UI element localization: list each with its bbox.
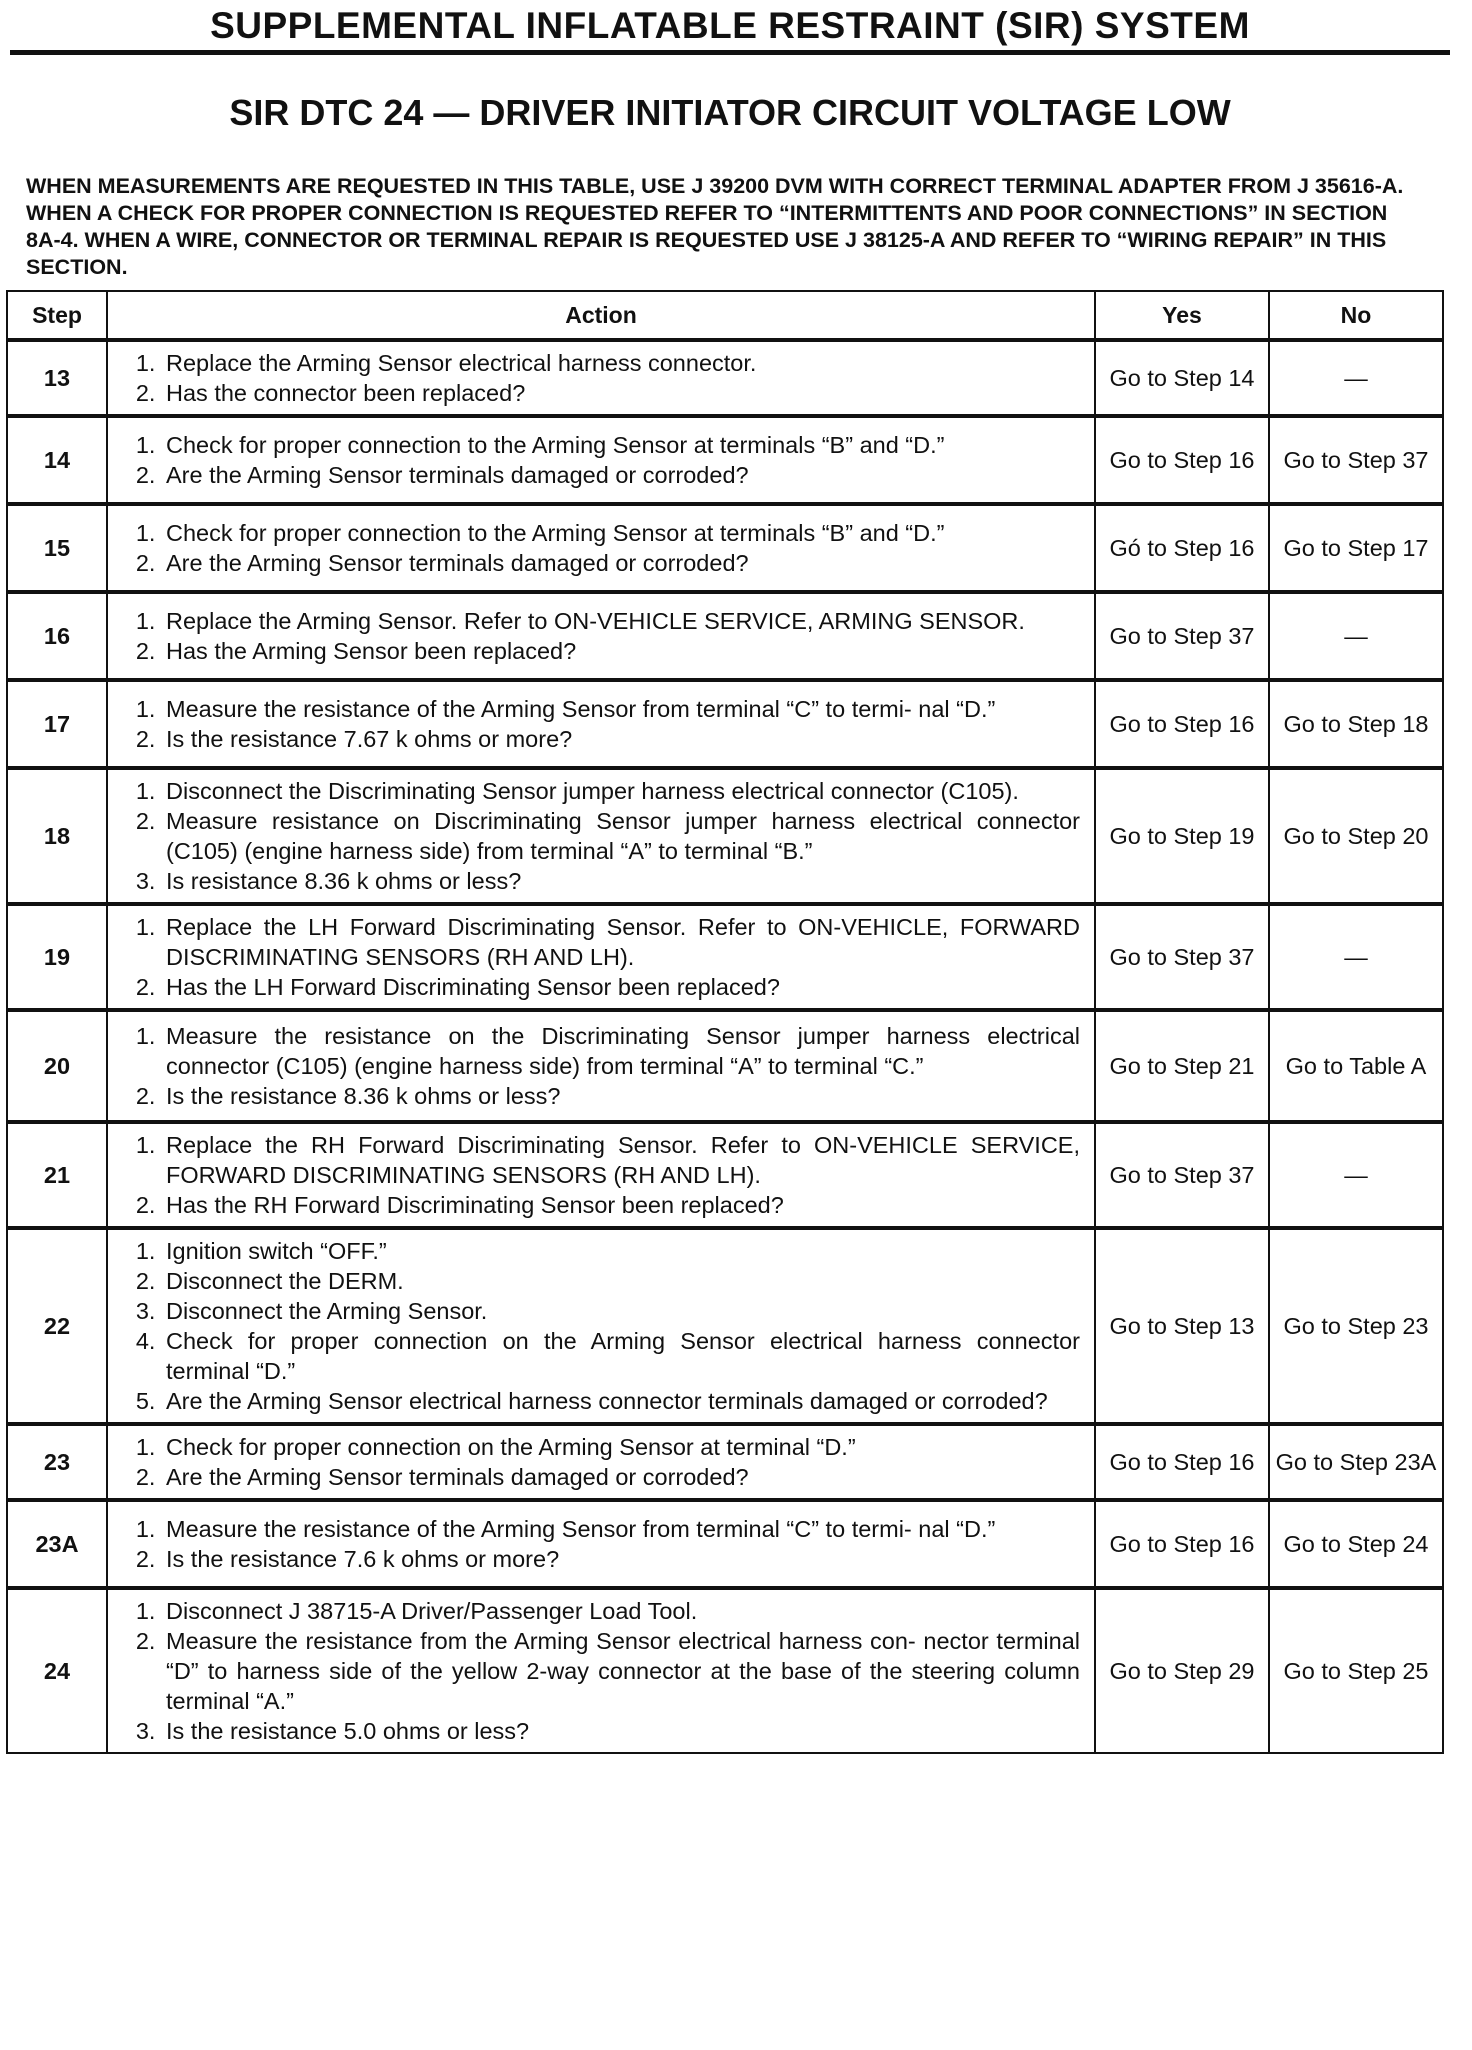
no-result-text: —: [1344, 944, 1368, 970]
no-result-text: Go to Step 17: [1283, 535, 1429, 561]
yes-result: [1095, 504, 1269, 592]
yes-result-text: Gó to Step 16: [1109, 535, 1255, 561]
no-result: [1269, 416, 1443, 504]
yes-result-text: Go to Step 16: [1109, 447, 1255, 473]
yes-result-text: Go to Step 19: [1109, 823, 1255, 849]
no-result-text: Go to Step 24: [1283, 1531, 1429, 1557]
no-result: [1269, 1228, 1443, 1424]
column-header-action: Action: [107, 291, 1095, 340]
no-result: [1269, 1122, 1443, 1228]
action-item: 1. Ignition switch “OFF.”: [162, 1236, 1080, 1266]
header-rule: [10, 50, 1450, 55]
action-list: [108, 1230, 1094, 1422]
table-row: [7, 1500, 1443, 1588]
action-item: 1. Replace the RH Forward Discriminating Sensor. Refer to ON-VEHICLE SERVICE, FORWARD DISCRIMINATING SENSORS (RH AND LH).: [162, 1130, 1080, 1190]
no-result: [1269, 1500, 1443, 1588]
action-item: 2. Is the resistance 7.6 k ohms or more?: [162, 1544, 1080, 1574]
action-cell: [107, 340, 1095, 416]
action-item: 2. Disconnect the DERM.: [162, 1266, 1080, 1296]
yes-result: [1095, 768, 1269, 904]
action-cell: [107, 1228, 1095, 1424]
no-result: [1269, 680, 1443, 768]
no-result-text: Go to Step 18: [1283, 711, 1429, 737]
action-item: 2. Are the Arming Sensor terminals damaged or corroded?: [162, 548, 1080, 578]
yes-result-text: Go to Step 13: [1109, 1313, 1255, 1339]
action-item: 1. Check for proper connection to the Arming Sensor at terminals “B” and “D.”: [162, 430, 1080, 460]
action-cell: [107, 768, 1095, 904]
step-number: 24: [7, 1588, 107, 1753]
yes-result: [1095, 416, 1269, 504]
action-list: [108, 770, 1094, 902]
step-number: 23: [7, 1424, 107, 1500]
action-list: [108, 688, 1094, 760]
action-list: [108, 906, 1094, 1008]
no-result-text: Go to Step 23A: [1275, 1449, 1437, 1475]
table-row: [7, 340, 1443, 416]
action-item: 2. Measure the resistance from the Arming Sensor electrical harness con- nector terminal “D” to harness side of the yellow 2-way connector at the base of the steering column terminal “A.”: [162, 1626, 1080, 1716]
table-row: [7, 592, 1443, 680]
action-list: [108, 600, 1094, 672]
action-item: 1. Replace the Arming Sensor electrical harness connector.: [162, 348, 1080, 378]
action-item: 2. Are the Arming Sensor terminals damaged or corroded?: [162, 460, 1080, 490]
action-list: [108, 1426, 1094, 1498]
column-header-no: No: [1269, 291, 1443, 340]
yes-result: [1095, 340, 1269, 416]
step-number: 22: [7, 1228, 107, 1424]
action-list: [108, 1590, 1094, 1752]
no-result: [1269, 768, 1443, 904]
yes-result-text: Go to Step 16: [1109, 711, 1255, 737]
action-item: 3. Is the resistance 5.0 ohms or less?: [162, 1716, 1080, 1746]
step-number: 20: [7, 1010, 107, 1122]
column-header-step: Step: [7, 291, 107, 340]
action-cell: [107, 504, 1095, 592]
dtc-title: SIR DTC 24 — DRIVER INITIATOR CIRCUIT VOLTAGE LOW: [229, 92, 1231, 133]
table-header-row: [7, 291, 1443, 340]
action-cell: [107, 592, 1095, 680]
table-body: [7, 340, 1443, 1753]
no-result: [1269, 904, 1443, 1010]
yes-result-text: Go to Step 37: [1109, 1162, 1255, 1188]
table-row: [7, 416, 1443, 504]
action-cell: [107, 1424, 1095, 1500]
action-list: [108, 342, 1094, 414]
table-row: [7, 1424, 1443, 1500]
no-result-text: —: [1344, 365, 1368, 391]
section-title: SUPPLEMENTAL INFLATABLE RESTRAINT (SIR) SYSTEM: [210, 5, 1250, 46]
table-row: [7, 504, 1443, 592]
action-list: [108, 1508, 1094, 1580]
action-item: 5. Are the Arming Sensor electrical harness connector terminals damaged or corroded?: [162, 1386, 1080, 1416]
table-row: [7, 1228, 1443, 1424]
action-item: 1. Disconnect the Discriminating Sensor jumper harness electrical connector (C105).: [162, 776, 1080, 806]
action-item: 3. Disconnect the Arming Sensor.: [162, 1296, 1080, 1326]
yes-result-text: Go to Step 14: [1109, 365, 1255, 391]
no-result-text: Go to Step 20: [1283, 823, 1429, 849]
step-number: 23A: [7, 1500, 107, 1588]
action-item: 2. Has the connector been replaced?: [162, 378, 1080, 408]
action-item: 1. Replace the Arming Sensor. Refer to ON-VEHICLE SERVICE, ARMING SENSOR.: [162, 606, 1080, 636]
action-item: 2. Has the RH Forward Discriminating Sensor been replaced?: [162, 1190, 1080, 1220]
no-result-text: Go to Step 23: [1283, 1313, 1429, 1339]
action-list: [108, 1015, 1094, 1117]
yes-result-text: Go to Step 29: [1109, 1658, 1255, 1684]
action-list: [108, 512, 1094, 584]
step-number: 17: [7, 680, 107, 768]
yes-result-text: Go to Step 21: [1109, 1053, 1255, 1079]
action-list: [108, 1124, 1094, 1226]
column-header-yes: Yes: [1095, 291, 1269, 340]
action-item: 1. Disconnect J 38715-A Driver/Passenger Load Tool.: [162, 1596, 1080, 1626]
yes-result-text: Go to Step 16: [1109, 1531, 1255, 1557]
action-cell: [107, 416, 1095, 504]
action-item: 3. Is resistance 8.36 k ohms or less?: [162, 866, 1080, 896]
table-row: [7, 1010, 1443, 1122]
action-cell: [107, 1122, 1095, 1228]
yes-result-text: Go to Step 16: [1109, 1449, 1255, 1475]
action-item: 1. Measure the resistance on the Discriminating Sensor jumper harness electrical connector (C105) (engine harness side) from terminal “A” to terminal “C.”: [162, 1021, 1080, 1081]
action-item: 1. Measure the resistance of the Arming Sensor from terminal “C” to termi- nal “D.”: [162, 1514, 1080, 1544]
no-result-text: —: [1344, 623, 1368, 649]
no-result: [1269, 1010, 1443, 1122]
no-result: [1269, 592, 1443, 680]
no-result-text: —: [1344, 1162, 1368, 1188]
table-row: [7, 1588, 1443, 1753]
action-item: 4. Check for proper connection on the Arming Sensor electrical harness connector terminal “D.”: [162, 1326, 1080, 1386]
step-number: 16: [7, 592, 107, 680]
step-number: 21: [7, 1122, 107, 1228]
table-row: [7, 904, 1443, 1010]
action-item: 1. Replace the LH Forward Discriminating Sensor. Refer to ON-VEHICLE, FORWARD DISCRIMINATING SENSORS (RH AND LH).: [162, 912, 1080, 972]
yes-result: [1095, 592, 1269, 680]
no-result: [1269, 504, 1443, 592]
action-item: 2. Are the Arming Sensor terminals damaged or corroded?: [162, 1462, 1080, 1492]
yes-result: [1095, 904, 1269, 1010]
action-item: 2. Has the Arming Sensor been replaced?: [162, 636, 1080, 666]
no-result: [1269, 1588, 1443, 1753]
action-item: 1. Check for proper connection to the Arming Sensor at terminals “B” and “D.”: [162, 518, 1080, 548]
step-number: 19: [7, 904, 107, 1010]
step-number: 13: [7, 340, 107, 416]
yes-result: [1095, 1010, 1269, 1122]
no-result: [1269, 340, 1443, 416]
action-list: [108, 424, 1094, 496]
step-number: 14: [7, 416, 107, 504]
action-item: 2. Is the resistance 7.67 k ohms or more?: [162, 724, 1080, 754]
action-item: 1. Check for proper connection on the Arming Sensor at terminal “D.”: [162, 1432, 1080, 1462]
step-number: 15: [7, 504, 107, 592]
action-cell: [107, 1010, 1095, 1122]
diagnostic-table: [6, 290, 1444, 1754]
table-row: [7, 680, 1443, 768]
yes-result: [1095, 680, 1269, 768]
yes-result: [1095, 1588, 1269, 1753]
action-item: 2. Is the resistance 8.36 k ohms or less?: [162, 1081, 1080, 1111]
table-row: [7, 1122, 1443, 1228]
action-item: 2. Measure resistance on Discriminating Sensor jumper harness electrical connector (C105) (engine harness side) from terminal “A” to terminal “B.”: [162, 806, 1080, 866]
action-item: 2. Has the LH Forward Discriminating Sensor been replaced?: [162, 972, 1080, 1002]
step-number: 18: [7, 768, 107, 904]
action-item: 1. Measure the resistance of the Arming Sensor from terminal “C” to termi- nal “D.”: [162, 694, 1080, 724]
no-result-text: Go to Step 25: [1283, 1658, 1429, 1684]
instructions: WHEN MEASUREMENTS ARE REQUESTED IN THIS TABLE, USE J 39200 DVM WITH CORRECT TERMINAL ADAPTER FROM J 35616-A. WHEN A CHECK FOR PROPER CONNECTION IS REQUESTED REFER TO “INTERMITTENTS AND POOR CONNECTIONS” IN SECTION 8A-4. WHEN A WIRE, CONNECTOR OR TERMINAL REPAIR IS REQUESTED USE J 38125-A AND REFER TO “WIRING REPAIR” IN THIS SECTION.: [26, 174, 1404, 279]
table-row: [7, 768, 1443, 904]
page: [10, 0, 1450, 281]
yes-result: [1095, 1228, 1269, 1424]
yes-result: [1095, 1122, 1269, 1228]
action-cell: [107, 904, 1095, 1010]
yes-result-text: Go to Step 37: [1109, 623, 1255, 649]
yes-result: [1095, 1424, 1269, 1500]
action-cell: [107, 680, 1095, 768]
no-result: [1269, 1424, 1443, 1500]
action-cell: [107, 1588, 1095, 1753]
action-cell: [107, 1500, 1095, 1588]
no-result-text: Go to Step 37: [1283, 447, 1429, 473]
yes-result: [1095, 1500, 1269, 1588]
yes-result-text: Go to Step 37: [1109, 944, 1255, 970]
no-result-text: Go to Table A: [1285, 1053, 1427, 1079]
